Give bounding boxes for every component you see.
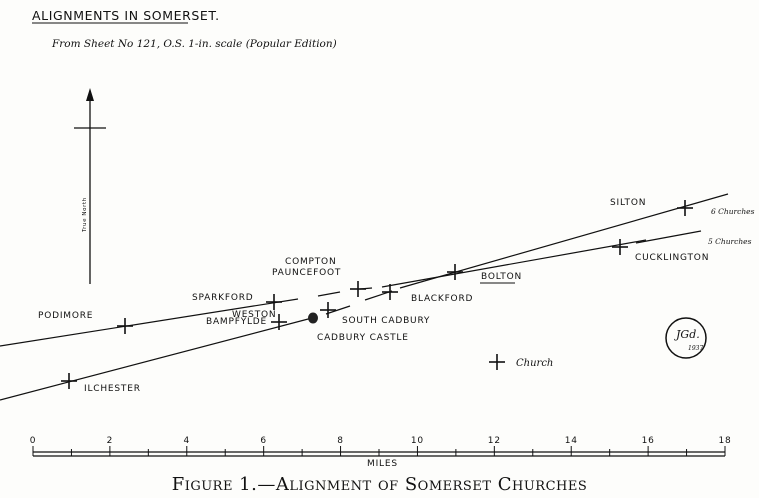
scale-tick-label: 6 [260,436,267,446]
label-weston: WESTON [232,310,277,320]
church-cross [350,281,366,297]
label-cucklington: CUCKLINGTON [635,253,710,263]
north-arrow [74,88,106,284]
figure-caption: Figure 1.—Alignment of Somerset Churches [171,474,588,495]
label-cadbury-castle: CADBURY CASTLE [317,333,409,343]
legend-church [489,354,553,370]
church-cross [320,302,336,318]
alignment-line-lower [0,194,728,400]
label-south-cadbury: SOUTH CADBURY [342,316,431,326]
label-blackford: BLACKFORD [411,294,474,304]
lower-line-label: 5 Churches [708,237,752,246]
scale-tick-label: 12 [487,436,501,446]
scale-tick-label: 16 [641,436,655,446]
scale-tick-label: 0 [29,436,37,446]
church-cross [266,294,282,310]
scale-tick-label: 8 [337,436,344,446]
legend-church-icon [489,354,505,370]
scale-tick-label: 10 [410,436,424,446]
label-podimore: PODIMORE [38,311,94,321]
monogram-initials: JGd. [676,328,700,341]
church-cross [61,373,77,389]
church-cross [447,264,463,280]
label-bolton: BOLTON [481,272,522,282]
legend-church-label: Church [516,358,554,369]
scale-tick-label: 18 [718,436,732,446]
scale-unit: MILES [367,459,398,469]
north-label: True North [82,197,88,232]
scale-tick-label: 4 [183,436,191,446]
label-ilchester: ILCHESTER [84,384,141,394]
scale-tick-label: 2 [106,436,114,446]
church-cross [117,318,133,334]
map-title: ALIGNMENTS IN SOMERSET. [32,8,220,23]
scale-bar [30,436,732,469]
label-compton: COMPTON [285,257,337,267]
upper-line-label: 6 Churches [711,207,755,216]
church-cross [677,200,693,216]
church-cross [612,239,628,255]
artist-monogram [666,318,706,358]
map-source: From Sheet No 121, O.S. 1-in. scale (Popular Edition) [52,38,337,50]
label-sparkford: SPARKFORD [192,293,254,303]
label-silton: SILTON [610,198,647,208]
monogram-year: 1937 [688,345,704,352]
label-bampfylde: BAMPFYLDE [206,317,268,327]
scale-tick-label: 14 [564,436,578,446]
cadbury-castle-mark [308,313,318,324]
label-pauncefoot: PAUNCEFOOT [272,268,342,278]
